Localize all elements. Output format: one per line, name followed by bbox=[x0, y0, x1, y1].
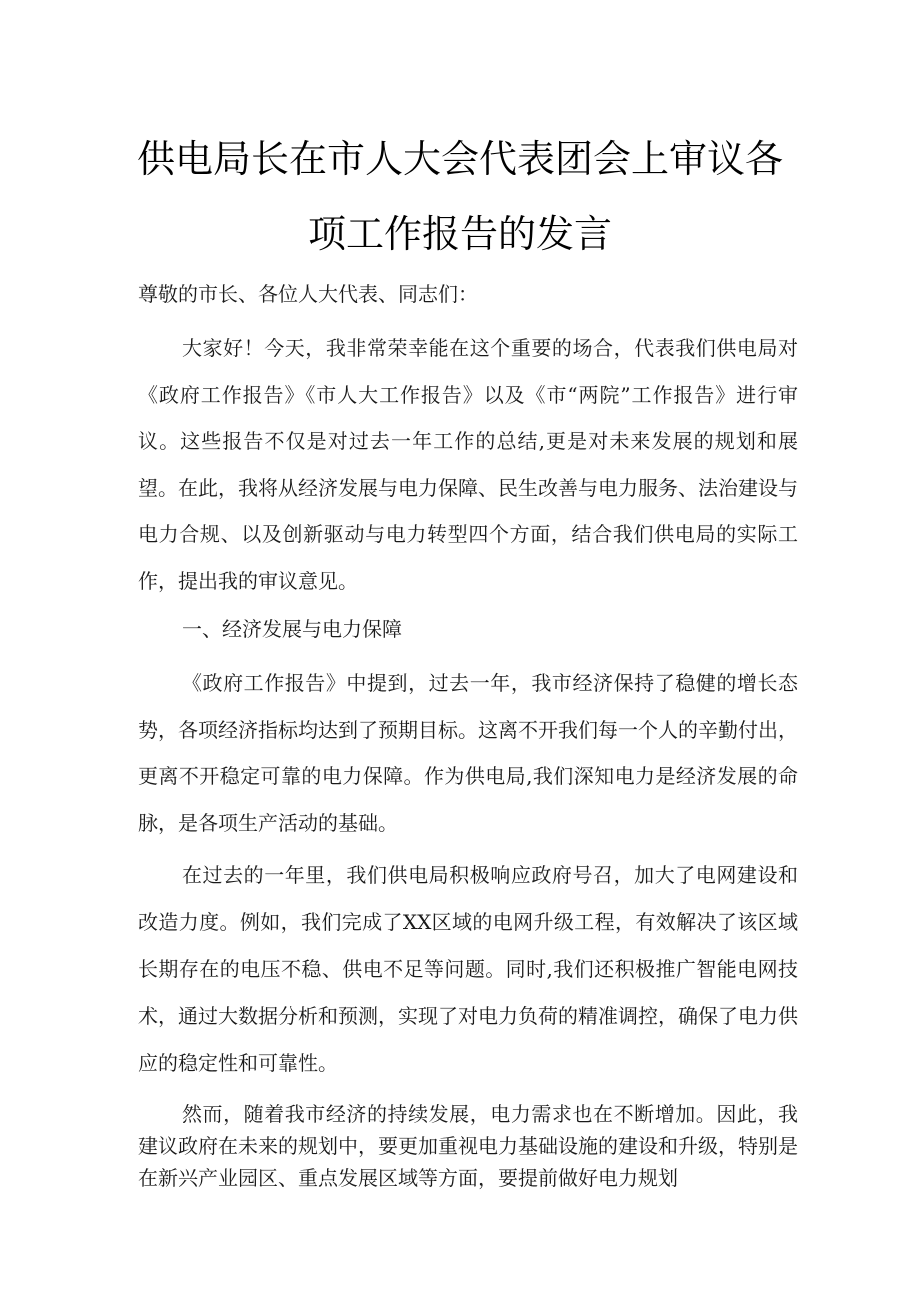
paragraph-opening: 大家好！今天，我非常荣幸能在这个重要的场合，代表我们供电局对《政府工作报告》《市人大工作报告》以及《市“两院”工作报告》进行审议。这些报告不仅是对过去一年工作的总结,更是对未来发展的规划和展望。在此，我将从经济发展与电力保障、民生改善与电力服务、法治建设与电力合规、以及创新驱动与电力转型四个方面，结合我们供电局的实际工作，提出我的审议意见。 bbox=[138, 336, 798, 593]
document-title-line-2: 项工作报告的发言 bbox=[307, 212, 612, 256]
document-title-line-1: 供电局长在市人大会代表团会上审议各 bbox=[136, 137, 783, 181]
section-heading-economic-development: 一、经济发展与电力保障 bbox=[182, 617, 402, 641]
salutation: 尊敬的市长、各位人大代表、同志们： bbox=[138, 282, 478, 306]
paragraph-recommendation: 然而，随着我市经济的持续发展，电力需求也在不断增加。因此，我建议政府在未来的规划中，要更加重视电力基础设施的建设和升级，特别是在新兴产业园区、重点发展区域等方面，要提前做好电力规划 bbox=[138, 1102, 798, 1190]
paragraph-government-report: 《政府工作报告》中提到，过去一年，我市经济保持了稳健的增长态势，各项经济指标均达到了预期目标。这离不开我们每一个人的辛勤付出，更离不开稳定可靠的电力保障。作为供电局,我们深知电力是经济发展的命脉，是各项生产活动的基础。 bbox=[138, 671, 798, 835]
paragraph-grid-construction: 在过去的一年里，我们供电局积极响应政府号召，加大了电网建设和改造力度。例如，我们完成了XX区域的电网升级工程，有效解决了该区域长期存在的电压不稳、供电不足等问题。同时,我们还积极推广智能电网技术，通过大数据分析和预测，实现了对电力负荷的精准调控，确保了电力供应的稳定性和可靠性。 bbox=[138, 863, 798, 1075]
